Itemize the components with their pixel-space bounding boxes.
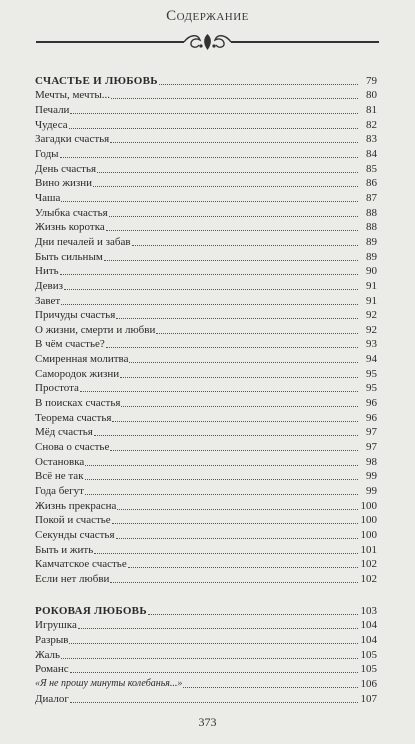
dot-leader xyxy=(132,244,358,246)
dot-leader xyxy=(94,552,358,554)
dot-leader xyxy=(159,83,358,85)
dot-leader xyxy=(129,361,358,363)
toc-entry xyxy=(35,190,377,205)
entry-page-number: 105 xyxy=(360,648,377,661)
entry-title: Остановка xyxy=(35,455,85,468)
entry-page-number: 107 xyxy=(360,692,377,705)
entry-title: Смиренная молитва xyxy=(35,353,129,366)
dot-leader xyxy=(64,288,358,290)
dot-leader xyxy=(93,185,358,187)
toc-entry xyxy=(35,618,377,633)
toc-entry xyxy=(35,571,377,586)
section-heading xyxy=(35,73,377,88)
entry-title: Всё не так xyxy=(35,470,84,483)
toc-entry xyxy=(35,662,377,677)
entry-title: Простота xyxy=(35,382,79,395)
entry-title: Чаша xyxy=(35,191,61,204)
entry-title: Снова о счастье xyxy=(35,441,110,454)
dot-leader xyxy=(128,566,358,568)
toc-entry xyxy=(35,337,377,352)
entry-title: Разрыв xyxy=(35,633,69,646)
toc-entry xyxy=(35,410,377,425)
entry-title: Камчатское счастье xyxy=(35,558,127,571)
entry-title: Мечты, мечты... xyxy=(35,89,111,102)
entry-page-number: 91 xyxy=(366,294,377,307)
entry-page-number: 88 xyxy=(366,206,377,219)
toc-entry xyxy=(35,322,377,337)
dot-leader xyxy=(85,478,358,480)
dot-leader xyxy=(110,449,358,451)
entry-title: Печали xyxy=(35,103,70,116)
entry-title: Причуды счастья xyxy=(35,309,116,322)
toc-entry xyxy=(35,632,377,647)
entry-title: В поисках счастья xyxy=(35,397,121,410)
entry-title: Быть и жить xyxy=(35,543,94,556)
entry-title: Завет xyxy=(35,294,61,307)
entry-page-number: 82 xyxy=(366,118,377,131)
toc-entry xyxy=(35,557,377,572)
dot-leader xyxy=(94,434,358,436)
entry-page-number: 97 xyxy=(366,441,377,454)
entry-page-number: 105 xyxy=(360,663,377,676)
entry-title: Годы xyxy=(35,147,59,160)
page-number: 373 xyxy=(198,715,217,729)
entry-page-number: 102 xyxy=(360,558,377,571)
entry-page-number: 92 xyxy=(366,309,377,322)
entry-page-number: 89 xyxy=(366,250,377,263)
entry-title: СЧАСТЬЕ И ЛЮБОВЬ xyxy=(35,74,158,87)
entry-page-number: 84 xyxy=(366,147,377,160)
toc-entry xyxy=(35,205,377,220)
ornament-divider-icon xyxy=(36,30,379,54)
entry-page-number: 100 xyxy=(360,529,377,541)
entry-page-number: 86 xyxy=(366,177,377,190)
entry-title: День счастья xyxy=(35,162,97,175)
entry-page-number: 104 xyxy=(360,619,377,632)
toc-entry xyxy=(35,132,377,147)
toc-entry xyxy=(35,88,377,103)
entry-page-number: 106 xyxy=(360,677,377,690)
entry-title: Покой и счастье xyxy=(35,514,111,527)
toc-entry xyxy=(35,469,377,484)
entry-title: Самородок жизни xyxy=(35,367,120,380)
entry-page-number: 102 xyxy=(360,572,377,585)
dot-leader xyxy=(61,303,358,305)
dot-leader xyxy=(111,97,358,99)
entry-title: РОКОВАЯ ЛЮБОВЬ xyxy=(35,604,147,617)
dot-leader xyxy=(116,537,358,539)
toc-entry xyxy=(35,176,377,191)
entry-page-number: 92 xyxy=(366,323,377,336)
entry-page-number: 83 xyxy=(366,133,377,146)
toc-entry xyxy=(35,395,377,410)
entry-title: Нить xyxy=(35,265,59,278)
toc-entry xyxy=(35,117,377,132)
dot-leader xyxy=(97,171,358,173)
entry-title: Жаль xyxy=(35,648,61,661)
entry-page-number: 87 xyxy=(366,191,377,204)
dot-leader xyxy=(70,112,358,114)
entry-page-number: 85 xyxy=(366,162,377,175)
dot-leader xyxy=(70,701,358,703)
entry-page-number: 93 xyxy=(366,338,377,351)
dot-leader xyxy=(85,493,358,495)
entry-title: «Я не прошу минуты колебанья...» xyxy=(35,677,183,689)
entry-title: Диалог xyxy=(35,692,69,705)
dot-leader xyxy=(106,346,358,348)
dot-leader xyxy=(69,642,358,644)
dot-leader xyxy=(116,317,358,319)
entry-title: Игрушка xyxy=(35,619,77,632)
entry-page-number: 99 xyxy=(366,485,377,498)
entry-title: Года бегут xyxy=(35,485,84,498)
toc-entry xyxy=(35,425,377,440)
dot-leader xyxy=(61,200,358,202)
entry-page-number: 89 xyxy=(366,235,377,248)
toc-entry xyxy=(35,249,377,264)
entry-page-number: 101 xyxy=(360,543,377,556)
toc-entry xyxy=(35,366,377,381)
dot-leader xyxy=(120,376,358,378)
dot-leader xyxy=(112,522,358,524)
dot-leader xyxy=(112,420,358,422)
toc-entry xyxy=(35,513,377,528)
dot-leader xyxy=(78,627,358,629)
toc-entry xyxy=(35,234,377,249)
dot-leader xyxy=(104,259,358,261)
toc-entry xyxy=(35,220,377,235)
entry-title: Мёд счастья xyxy=(35,426,93,439)
toc-entry xyxy=(35,146,377,161)
toc-entry xyxy=(35,647,377,662)
entry-page-number: 96 xyxy=(366,397,377,410)
entry-page-number: 95 xyxy=(366,382,377,395)
entry-title: Если нет любви xyxy=(35,572,110,585)
toc-entry xyxy=(35,527,377,542)
entry-title: Загадки счастья xyxy=(35,133,110,146)
dot-leader xyxy=(117,508,358,510)
entry-title: В чём счастье? xyxy=(35,338,105,351)
toc-entry xyxy=(35,691,377,706)
toc-entry xyxy=(35,102,377,117)
entry-page-number: 98 xyxy=(366,455,377,468)
dot-leader xyxy=(85,464,358,466)
entry-title: Жизнь коротка xyxy=(35,221,105,234)
section-heading xyxy=(35,603,377,618)
entry-title: Улыбка счастья xyxy=(35,206,108,219)
entry-title: Теорема счастья xyxy=(35,411,112,424)
toc-entry xyxy=(35,483,377,498)
entry-page-number: 95 xyxy=(366,367,377,380)
dot-leader xyxy=(61,657,358,659)
toc-entry xyxy=(35,439,377,454)
entry-page-number: 91 xyxy=(366,279,377,292)
entry-title: Романс xyxy=(35,663,69,676)
entry-title: Вино жизни xyxy=(35,177,92,190)
toc-entry xyxy=(35,308,377,323)
dot-leader xyxy=(60,156,358,158)
entry-page-number: 97 xyxy=(366,426,377,439)
toc-entry xyxy=(35,278,377,293)
entry-page-number: 80 xyxy=(366,89,377,102)
dot-leader xyxy=(80,390,358,392)
dot-leader xyxy=(110,581,358,583)
entry-page-number: 88 xyxy=(366,221,377,234)
dot-leader xyxy=(109,215,358,217)
entry-page-number: 90 xyxy=(366,265,377,278)
dot-leader xyxy=(183,686,358,688)
dot-leader xyxy=(121,405,358,407)
toc-entry xyxy=(35,351,377,366)
dot-leader xyxy=(106,229,358,231)
entry-page-number: 100 xyxy=(360,499,377,512)
section-gap xyxy=(35,586,377,603)
entry-page-number: 96 xyxy=(366,411,377,424)
entry-title: Быть сильным xyxy=(35,250,103,263)
table-of-contents xyxy=(35,73,377,706)
dot-leader xyxy=(70,671,358,673)
entry-title: Дни печалей и забав xyxy=(35,235,131,248)
entry-page-number: 94 xyxy=(366,353,377,366)
dot-leader xyxy=(148,613,358,615)
entry-page-number: 104 xyxy=(360,633,377,646)
entry-page-number: 103 xyxy=(360,604,377,617)
toc-entry xyxy=(35,161,377,176)
toc-entry xyxy=(35,293,377,308)
entry-page-number: 81 xyxy=(366,103,377,116)
entry-page-number: 99 xyxy=(366,470,377,483)
entry-title: Секунды счастья xyxy=(35,529,115,541)
toc-entry xyxy=(35,542,377,557)
toc-entry xyxy=(35,381,377,396)
dot-leader xyxy=(156,332,358,334)
entry-title: О жизни, смерти и любви xyxy=(35,323,156,336)
entry-title: Девиз xyxy=(35,279,63,292)
toc-entry xyxy=(35,454,377,469)
entry-title: Чудеса xyxy=(35,118,68,131)
dot-leader xyxy=(69,127,358,129)
toc-entry xyxy=(35,264,377,279)
toc-entry xyxy=(35,676,377,691)
dot-leader xyxy=(60,273,358,275)
entry-page-number: 100 xyxy=(360,514,377,527)
entry-title: Жизнь прекрасна xyxy=(35,499,117,512)
toc-entry xyxy=(35,498,377,513)
dot-leader xyxy=(110,141,358,143)
entry-page-number: 79 xyxy=(366,74,377,87)
page-title: Содержание xyxy=(166,8,249,24)
